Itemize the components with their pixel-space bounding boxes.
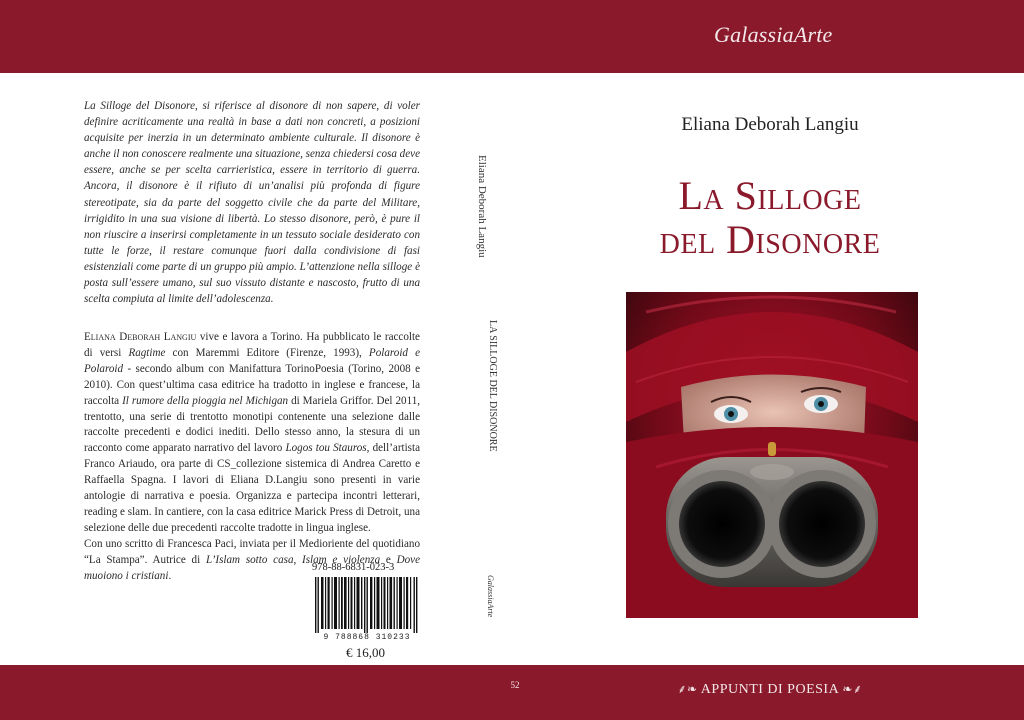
veiled-woman-shotgun-image <box>626 292 918 618</box>
barcode-icon <box>313 577 421 633</box>
bio-title: Polaroid e Polaroid <box>84 346 420 375</box>
bio-title: Ragtime <box>128 346 166 359</box>
page-number: 52 <box>510 680 520 690</box>
front-title <box>600 174 940 262</box>
bio-author-name: Eliana Deborah Langiu <box>84 331 197 343</box>
spine-author-text: Eliana Deborah Langiu <box>476 155 488 258</box>
bio-title: Il rumore della pioggia nel Michigan <box>122 394 289 407</box>
series-label: APPUNTI DI POESIA <box>700 682 839 697</box>
front-title-line1: La Silloge <box>678 173 862 218</box>
spine-logo-text: GalassiaArte <box>486 575 495 618</box>
bio-title: Dove muoiono i cristiani <box>84 553 421 582</box>
front-author: Eliana Deborah Langiu <box>681 114 859 135</box>
bio-text: e <box>380 553 397 566</box>
bio-title: L’Islam sotto casa, Islam e violenza <box>205 553 381 566</box>
back-cover-blurb: La Silloge del Disonore, si riferisce al disonore di non sapere, di voler definire acriticamente una realtà in base a dati non concreti, a posizioni acquisite per inerzia in un determinato ambiente culturale. Il disonore è anche il non conoscere realmente una situazione, senza chiedersi cosa deve essere, anche se per scelta carrieristica, essere in territorio di guerra. Ancora, il disonore è il rifiuto di un’analisi più profonda di figure stereotipate, sia da parte del soggetto civile che da parte del Militare, irrigidito in una sua visione di libertà. Lo stesso disonore, però, è pure il non riuscire a inserirsi completamente in un tessuto sociale desiderato con tutte le forze, il restare comunque fuori dalla condivisione di fasi esistenziali come parte di un gruppo più ampio. L’attenzione nella silloge è posta sull’essere umano, sul suo vissuto distante e nascosto, frutto di una scelta compiuta al limite dell’adolescenza. <box>84 100 420 306</box>
cover-illustration <box>626 292 918 618</box>
bio-text: di Mariela Griffor. Del 2011, trentotto, una serie di trentotto monotipi contenente una selezione dalle raccolte precedenti e dodici inediti. Dello stesso anno, la stesura di un racconto come apparato narrativo del lavoro <box>84 394 421 455</box>
bio-text: . <box>168 569 172 582</box>
bio-text: Con uno scritto di Francesca Paci, inviata per il Medioriente del quotidiano “La Stampa”. Autrice di <box>84 537 420 566</box>
top-band <box>0 0 1024 73</box>
front-title-line2: del Disonore <box>659 217 881 262</box>
bio-text: , dell’artista Franco Ariaudo, ora parte di CS_collezione sistemica di Andrea Caretto e Raffaella Spagna. I lavori di Eliana D.Langiu sono presenti in varie antologie di narrativa e poesia. Organizza e partecipa incontri letterari, reading e slam. In cantiere, con la casa editrice Marick Press di Detroit, una selezione delle due precedenti raccolte tradotte in lingua inglese. <box>84 442 421 534</box>
ornament-right-icon: ❧⸙ <box>842 682 863 696</box>
series-name <box>660 680 880 698</box>
ornament-left-icon: ⸙❧ <box>677 682 698 696</box>
bio-title: Logos tou Stauros <box>285 442 367 455</box>
bio-text: vive e lavora a Torino. Ha pubblicato le raccolte di versi <box>84 331 420 359</box>
author-bio <box>84 330 420 585</box>
bio-text: - secondo album con Manifattura TorinoPoesia (Torino, 2008 e 2010). Con quest’ultima casa editrice ha tradotto in inglese e francese, la raccolta <box>84 362 420 407</box>
publisher-logo: GalassiaArte <box>714 22 833 47</box>
bio-text: con Maremmi Editore (Firenze, 1993), <box>165 346 369 359</box>
barcode <box>313 577 421 633</box>
barcode-number: 9 788868 310233 <box>323 633 411 642</box>
isbn-text: 978-88-6831-023-3 <box>312 562 395 573</box>
spine-title-text: LA SILLOGE DEL DISONORE <box>487 320 498 452</box>
price: € 16,00 <box>346 645 385 660</box>
